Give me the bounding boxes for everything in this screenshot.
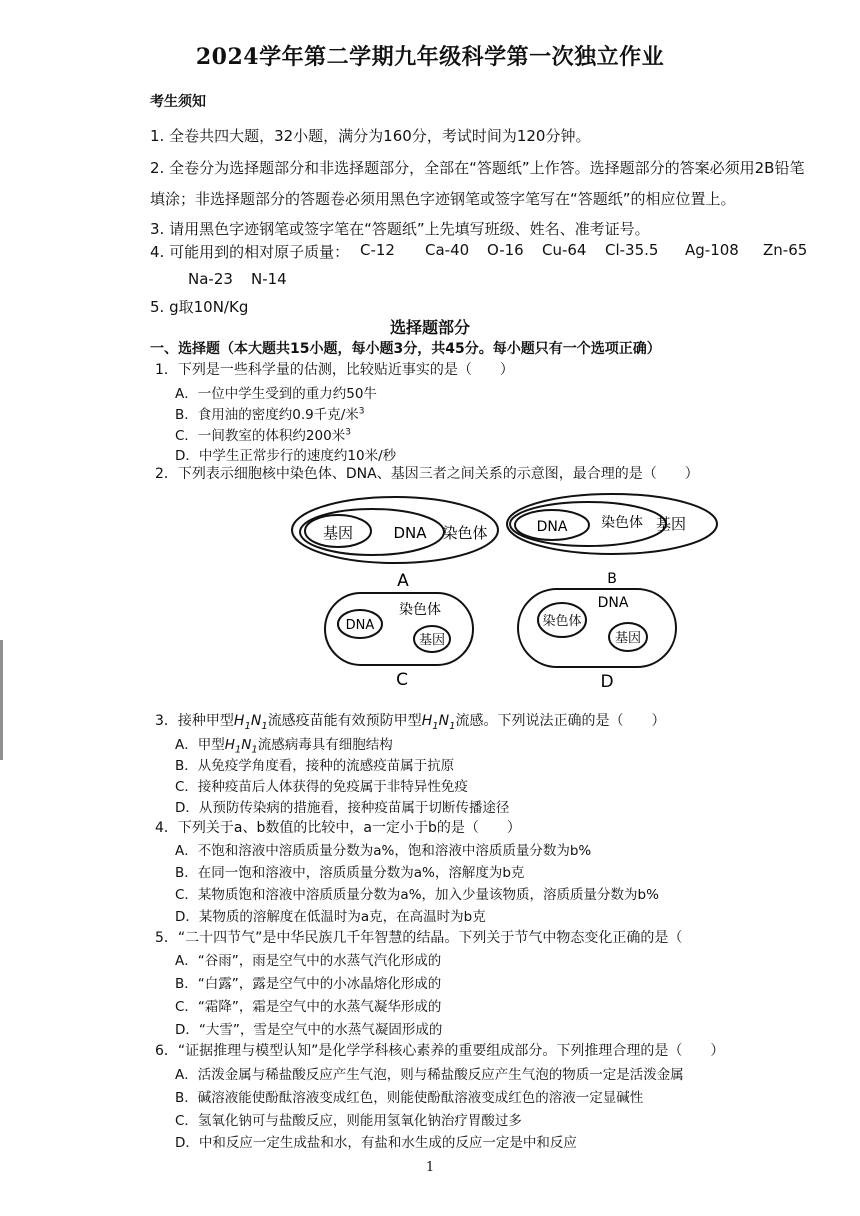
diagram-c-label: C (396, 670, 408, 690)
option-text: 流感病毒具有细胞结构 (257, 737, 393, 753)
question-5-stem: 5．“二十四节气”是中华民族几千年智慧的结晶。下列关于节气中物态变化正确的是（ (155, 930, 683, 946)
notice-item-num: 3. (150, 220, 165, 238)
question-1-option-a: A．一位中学生受到的重力约50牛 (175, 386, 377, 402)
diagram-d-right: 基因 (614, 631, 642, 646)
notice-item-2-cont: 填涂；非选择题部分的答题卷必须用黑色字迹钢笔或签字笔写在“答题纸”的相应位置上。 (150, 190, 736, 208)
question-5-option-a: A．“谷雨”，雨是空气中的水蒸气汽化形成的 (175, 953, 442, 969)
notice-item-num: 2. (150, 159, 165, 177)
question-3-option-d: D．从预防传染病的措施看，接种疫苗属于切断传播途径 (175, 800, 510, 816)
notice-item-2 (150, 157, 804, 178)
diagram-a (292, 497, 498, 591)
question-4-option-a: A．不饱和溶液中溶质质量分数为a%，饱和溶液中溶质质量分数为b% (175, 843, 592, 859)
question-6-stem: 6．“证据推理与模型认知”是化学学科核心素养的重要组成部分。下列推理合理的是（ ） (155, 1043, 725, 1059)
atomic-mass: C-12 (360, 241, 395, 259)
notice-item-text: 全卷分为选择题部分和非选择题部分，全部在“答题纸”上作答。选择题部分的答案必须用2B铅笔 (169, 159, 805, 177)
question-4-option-b: B．在同一饱和溶液中，溶质质量分数为a%，溶解度为b克 (175, 865, 525, 881)
question-6-option-d: D．中和反应一定生成盐和水，有盐和水生成的反应一定是中和反应 (175, 1135, 577, 1151)
question-3-stem (155, 710, 665, 732)
notice-item-num: 4. (150, 243, 165, 261)
diagram-d-label: D (600, 672, 614, 692)
notice-item-4 (150, 241, 349, 262)
diagram-b-outer: 基因 (655, 515, 687, 533)
option-text: C．一间教室的体积约200米 (175, 428, 346, 444)
page-number: 1 (425, 1160, 435, 1175)
question-4-stem: 4．下列关于a、b数值的比较中，a一定小于b的是（ ） (155, 820, 521, 836)
diagram-c-right: 基因 (418, 633, 446, 648)
virus-name: $H_1N_1$ (421, 713, 456, 732)
question-1-option-c (175, 424, 351, 444)
notice-heading: 考生须知 (150, 94, 206, 110)
question-6-option-a: A．活泼金属与稀盐酸反应产生气泡，则与稀盐酸反应产生气泡的物质一定是活泼金属 (175, 1067, 684, 1083)
question-4-option-d: D．某物质的溶解度在低温时为a克，在高温时为b克 (175, 909, 486, 925)
atomic-mass: Zn-65 (763, 241, 808, 259)
option-text: A．甲型 (175, 737, 225, 753)
notice-item-text: g取10N/Kg (169, 298, 249, 316)
page-title: 2024学年第二学期九年级科学第一次独立作业 (195, 44, 665, 70)
question-3-option-b: B．从免疫学角度看，接种的流感疫苗属于抗原 (175, 758, 455, 774)
diagram-c-left: DNA (345, 618, 375, 633)
atomic-mass: Cu-64 (542, 241, 587, 259)
section-title: 选择题部分 (389, 318, 470, 337)
question-2-stem: 2．下列表示细胞核中染色体、DNA、基因三者之间关系的示意图，最合理的是（ ） (155, 466, 699, 482)
cell-diagrams (290, 488, 750, 693)
diagram-c-outer: 染色体 (399, 602, 441, 618)
diagram-a-label: A (397, 571, 409, 591)
notice-item-num: 1. (150, 127, 165, 145)
diagram-b-inner: DNA (536, 519, 568, 535)
atomic-mass: Ca-40 (425, 241, 470, 259)
stem-part: 流感。下列说法正确的是（ ） (455, 713, 666, 729)
stem-part: 3．接种甲型 (155, 713, 234, 729)
notice-item-num: 5. (150, 298, 165, 316)
atomic-mass: N-14 (251, 270, 287, 288)
question-5-option-c: C．“霜降”，霜是空气中的水蒸气凝华形成的 (175, 999, 442, 1015)
virus-name: $H_1N_1$ (224, 737, 258, 756)
question-4-option-c: C．某物质饱和溶液中溶质质量分数为a%，加入少量该物质，溶质质量分数为b% (175, 887, 659, 903)
diagram-b-label: B (607, 571, 617, 587)
stem-part: 流感疫苗能有效预防甲型 (267, 713, 422, 729)
notice-item-5 (150, 296, 248, 317)
notice-item-text: 请用黑色字迹钢笔或签字笔在“答题纸”上先填写班级、姓名、准考证号。 (169, 220, 650, 238)
diagram-d-outer: DNA (597, 595, 629, 611)
diagram-b-middle: 染色体 (601, 515, 643, 531)
virus-name: $H_1N_1$ (233, 713, 268, 732)
question-6-option-c: C．氢氧化钠可与盐酸反应，则能用氢氧化钠治疗胃酸过多 (175, 1113, 522, 1129)
superscript: 3 (358, 406, 365, 417)
atomic-mass: O-16 (487, 241, 524, 259)
diagram-a-outer: 染色体 (442, 524, 488, 542)
atomic-mass: Na-23 (188, 270, 233, 288)
notice-item-text: 全卷共四大题，32小题，满分为160分，考试时间为120分钟。 (169, 127, 591, 145)
question-5-option-d: D．“大雪”，雪是空气中的水蒸气凝固形成的 (175, 1022, 443, 1038)
notice-item-3 (150, 218, 650, 239)
diagram-a-inner: 基因 (322, 524, 354, 542)
question-5-option-b: B．“白露”，露是空气中的小冰晶熔化形成的 (175, 976, 442, 992)
question-1-option-b (175, 403, 365, 423)
question-3-option-c: C．接种疫苗后人体获得的免疫属于非特异性免疫 (175, 779, 468, 795)
superscript: 3 (345, 427, 351, 438)
notice-item-text: 可能用到的相对原子质量： (169, 243, 350, 261)
question-3-option-a (175, 733, 393, 756)
atomic-mass: Ag-108 (685, 241, 739, 259)
question-1-stem: 1．下列是一些科学量的估测，比较贴近事实的是（ ） (155, 362, 514, 378)
section-heading: 一、选择题（本大题共15小题，每小题3分，共45分。每小题只有一个选项正确） (150, 341, 661, 357)
diagram-d-left: 染色体 (542, 614, 582, 629)
question-1-option-d: D．中学生正常步行的速度约10米/秒 (175, 448, 397, 464)
scan-edge-mark (0, 640, 3, 760)
diagram-b (507, 494, 717, 587)
option-text: B．食用油的密度约0.9千克/米 (175, 407, 359, 423)
atomic-mass: Cl-35.5 (605, 241, 659, 259)
diagram-d (518, 589, 676, 692)
notice-item-1 (150, 125, 590, 146)
diagram-c (325, 593, 473, 690)
diagram-a-middle: DNA (393, 524, 427, 542)
question-6-option-b: B．碱溶液能使酚酞溶液变成红色，则能使酚酞溶液变成红色的溶液一定显碱性 (175, 1090, 644, 1106)
